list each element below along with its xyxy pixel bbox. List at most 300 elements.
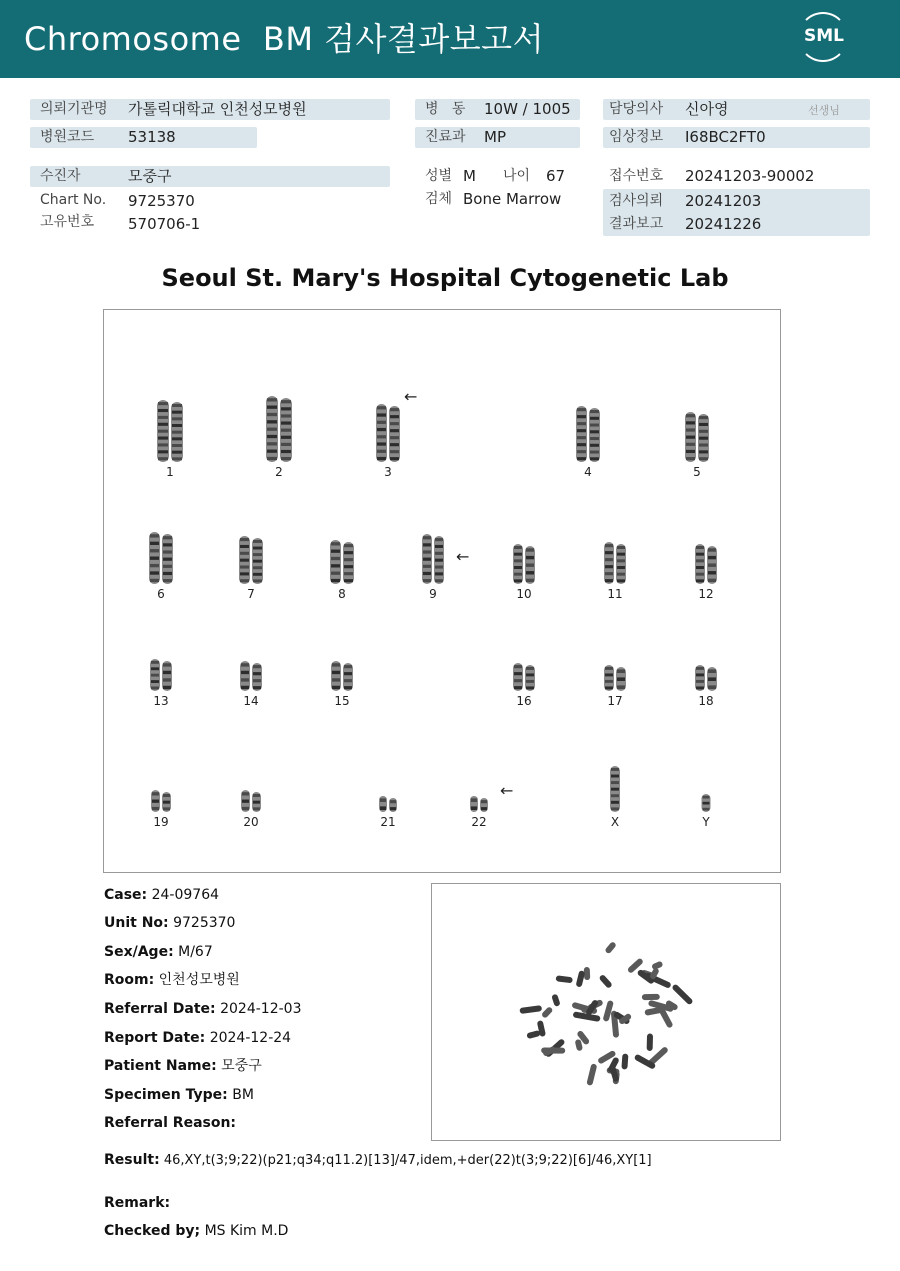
chromosome-band [344,579,353,582]
chromosome-band [377,457,386,460]
chromosome-body [695,544,705,584]
chromosome-pair-22 [470,796,488,812]
chromosome-band [435,538,443,541]
case-row [104,885,219,905]
chromosome-band [332,663,340,666]
chromosome-band [267,428,277,431]
chromosome-band [696,686,704,689]
chromosome-pair-13 [150,659,172,691]
chromosome-band [390,443,399,446]
chromosome-band [708,563,716,566]
referral-reason-row [104,1113,236,1133]
chart-no-value: 9725370 [128,192,195,210]
receipt-label: 접수번호 [609,168,664,184]
chromosome-band [605,551,613,554]
chromosome-band [151,667,159,670]
chromosome-band [686,414,695,417]
hospital-code-label: 병원코드 [40,129,95,145]
lab-title: Seoul St. Mary's Hospital Cytogenetic Lab [161,264,729,292]
chromosome-band [152,800,159,803]
chromosome-band [344,565,353,568]
chromosome-band [172,444,182,447]
chromosome-band [267,420,277,423]
chromosome-band [390,807,396,810]
chromosome-band [514,579,522,582]
chromosome-label-18: 18 [698,694,714,708]
chromosome-band [435,545,443,548]
report-date-row [104,1028,291,1048]
chromosome-band [696,566,704,569]
chromosome-band [172,424,182,427]
request-label: 검사의뢰 [609,193,664,209]
chromosome-band [281,400,291,403]
chromosome-pair-2 [266,396,292,462]
chromosome-band [163,801,170,804]
abnormality-arrow-icon-22: ← [500,781,514,800]
chromosome-band [151,680,159,683]
chromosome-band [241,663,249,666]
chromosome-label-11: 11 [607,587,623,601]
specimen-type-label: Specimen Type: [104,1087,228,1103]
ward-label: 병 동 [425,101,466,117]
chromosome-body [604,542,614,584]
chromosome-band [332,678,340,681]
clinical-label: 임상정보 [609,129,664,145]
metaphase-chromosome [671,983,693,1005]
chromosome-band [577,408,586,411]
chromosome-band [163,794,170,797]
metaphase-chromosome [541,1006,554,1019]
chromosome-band [281,407,291,410]
chromosome-band [590,424,599,427]
chromosome-band [172,411,182,414]
chromosome-band [686,421,695,424]
chromosome-pair-16 [513,663,535,691]
chromosome-band [331,572,340,575]
chromosome-band [526,548,534,551]
chromosome-band [158,423,168,426]
chromosome-band [253,547,262,550]
chromosome-label-9: 9 [429,587,437,601]
chromosome-band [526,571,534,574]
chromosome-band [150,534,159,537]
chromosome-band [423,550,431,553]
chromosome-band [577,415,586,418]
chromosome-body [343,542,354,584]
chromosome-band [242,807,249,810]
chromosome-band [332,671,340,674]
chromosome-band [423,579,431,582]
chromosome-band [686,457,695,460]
chromosome-pair-21 [379,796,397,812]
chromosome-band [253,573,262,576]
chromosome-band [158,443,168,446]
chromosome-band [703,802,710,805]
metaphase-chromosome [519,1005,542,1014]
chromosome-body [589,408,600,462]
chromosome-band [331,564,340,567]
chromosome-band [605,565,613,568]
chromosome-band [708,548,716,551]
chromosome-band [344,572,353,575]
age-label: 나이 [503,168,531,184]
chromosome-band [377,450,386,453]
chart-no-label: Chart No. [40,192,107,208]
chromosome-label-13: 13 [153,694,169,708]
chromosome-band [150,579,159,582]
result-value: 46,XY,t(3;9;22)(p21;q34;q11.2)[13]/47,idem,+der(22)t(3;9;22)[6]/46,XY[1] [163,1153,652,1168]
chromosome-band [617,566,625,569]
chromosome-pair-1 [157,400,183,462]
chromosome-band [151,674,159,677]
chromosome-band [172,457,182,460]
chromosome-band [617,677,625,681]
chromosome-label-8: 8 [338,587,346,601]
chromosome-pair-20 [241,790,261,812]
chromosome-band [172,404,182,407]
case-value: 24-09764 [151,887,220,903]
chromosome-band [703,796,710,799]
chromosome-label-7: 7 [247,587,255,601]
referral-date-label: Referral Date: [104,1001,216,1017]
chromosome-band [163,686,171,689]
checked-row [104,1221,288,1241]
unit-label: Unit No: [104,915,169,931]
chromosome-band [699,430,708,433]
specimen-value: Bone Marrow [463,190,562,208]
chromosome-band [423,565,431,568]
abnormality-arrow-icon-3: ← [404,387,418,406]
specimen-label: 검체 [425,191,453,207]
chromosome-label-16: 16 [516,694,532,708]
chromosome-band [253,560,262,563]
chromosome-band [152,792,159,795]
chromosome-label-14: 14 [243,694,259,708]
receipt-value: 20241203-90002 [685,167,815,185]
chromosome-band [150,542,159,545]
chromosome-pair-6 [149,532,173,584]
chromosome-band [172,417,182,420]
chromosome-band [611,794,619,797]
chromosome-band [617,579,625,582]
chromosome-band [590,444,599,447]
chromosome-band [267,406,277,409]
metaphase-chromosome [647,1033,653,1051]
sex-value: M [463,167,476,185]
chromosome-label-Y: Y [702,815,710,829]
hospital-code-value: 53138 [128,128,176,146]
chromosome-label-17: 17 [607,694,623,708]
chromosome-band [605,558,613,561]
checked-value: MS Kim M.D [204,1223,289,1239]
chromosome-band [590,430,599,433]
chromosome-band [617,669,625,673]
remark-row [104,1193,170,1213]
chromosome-label-15: 15 [334,694,350,708]
chromosome-band [577,429,586,432]
specimen-type-row [104,1085,254,1105]
chromosome-band [253,794,260,797]
chromosome-pair-18 [695,665,717,691]
chromosome-band [526,667,534,670]
metaphase-chromosome [576,970,586,987]
metaphase-chromosome [556,975,573,983]
chromosome-band [435,559,443,562]
dept-value: MP [484,128,506,146]
chromosome-band [253,566,262,569]
chromosome-band [377,421,386,424]
chromosome-band [471,806,477,810]
chromosome-band [605,686,613,689]
sml-logo [796,12,852,66]
metaphase-chromosome [598,974,612,989]
chromosome-band [617,546,625,549]
chromosome-band [267,442,277,445]
chromosome-band [253,540,262,543]
chromosome-band [377,413,386,416]
chromosome-band [242,792,249,795]
chromosome-band [686,428,695,431]
institution-value: 가톨릭대학교 인천성모병원 [128,100,307,118]
chromosome-band [435,572,443,575]
result-label: Result: [104,1152,160,1168]
chromosome-band [708,685,716,689]
metaphase-chromosome [551,994,560,1007]
unit-value: 9725370 [173,915,236,931]
chromosome-band [331,557,340,560]
chromosome-band [390,408,399,411]
chromosome-band [605,680,613,683]
metaphase-chromosome [526,1030,540,1039]
chromosome-band [435,579,443,582]
chromosome-label-4: 4 [584,465,592,479]
chromosome-band [605,673,613,676]
chromosome-band [377,442,386,445]
chromosome-pair-11 [604,542,626,584]
room-value: 인천성모병원 [158,972,240,988]
chromosome-band [344,551,353,554]
metaphase-spread [432,884,780,1140]
chromosome-pair-Y [702,794,711,812]
chromosome-band [708,571,716,574]
metaphase-chromosome [586,1063,597,1086]
chromosome-band [158,450,168,453]
chromosome-band [344,665,352,668]
room-row [104,970,240,990]
chromosome-band [617,553,625,556]
chromosome-pair-X [610,766,620,812]
chromosome-band [435,565,443,568]
chromosome-band [253,679,261,682]
chromosome-band [163,579,172,582]
chromosome-band [332,686,340,689]
report-label: 결과보고 [609,216,664,232]
chromosome-band [526,563,534,566]
report-title: Chromosome BM 검사결과보고서 [24,20,544,58]
chromosome-band [481,807,487,810]
chromosome-band [377,406,386,409]
unique-no-value: 570706-1 [128,215,201,233]
report-header [0,0,900,78]
chromosome-band [344,544,353,547]
patient-value: 모중구 [128,167,172,185]
chromosome-band [158,457,168,460]
chromosome-band [390,436,399,439]
checked-label: Checked by; [104,1223,201,1239]
karyogram-image [103,309,781,873]
sexage-label: Sex/Age: [104,944,174,960]
chromosome-band [172,431,182,434]
chromosome-band [267,450,277,453]
chromosome-band [605,572,613,575]
chromosome-band [481,800,487,803]
chromosome-band [150,557,159,560]
chromosome-band [344,558,353,561]
chromosome-label-X: X [610,815,620,829]
chromosome-band [163,543,172,546]
chromosome-band [253,553,262,556]
chromosome-band [240,579,249,582]
request-value: 20241203 [685,192,762,210]
metaphase-image [431,883,781,1141]
chromosome-band [577,450,586,453]
chromosome-band [423,536,431,539]
metaphase-chromosome [642,994,660,1000]
chromosome-band [605,579,613,582]
chromosome-band [696,680,704,683]
chromosome-band [696,673,704,676]
chromosome-band [708,677,716,681]
chromosome-band [331,579,340,582]
chromosome-band [611,775,619,778]
metaphase-chromosome [604,941,617,954]
chromosome-band [617,685,625,689]
patient-name-value: 모중구 [221,1058,262,1074]
chromosome-body [576,406,587,462]
chromosome-band [423,572,431,575]
chromosome-pair-14 [240,661,262,691]
chromosome-pair-3 [376,404,400,462]
chromosome-body [330,540,341,584]
chromosome-band [514,672,522,675]
chromosome-band [158,437,168,440]
chromosome-band [611,788,619,791]
ward-value: 10W / 1005 [484,100,571,118]
chromosome-body [376,404,387,462]
chromosome-label-21: 21 [380,815,396,829]
chromosome-band [390,415,399,418]
chromosome-band [514,546,522,549]
doctor-suffix: 선생님 [808,104,840,117]
chromosome-band [605,667,613,670]
chromosome-band [281,414,291,417]
chromosome-band [172,451,182,454]
chromosome-band [267,457,277,460]
chromosome-band [514,553,522,556]
unit-row [104,913,235,933]
patient-row-bg [30,166,390,187]
chromosome-band [611,768,619,771]
chromosome-band [699,443,708,446]
chromosome-band [240,565,249,568]
patient-name-row [104,1056,262,1076]
chromosome-band [242,800,249,803]
chromosome-band [611,801,619,804]
chromosome-band [590,457,599,460]
case-label: Case: [104,887,148,903]
chromosome-band [380,806,386,810]
chromosome-band [590,437,599,440]
chromosome-pair-7 [239,536,263,584]
report-date-value: 2024-12-24 [209,1030,292,1046]
chromosome-band [708,579,716,582]
specimen-type-value: BM [232,1087,254,1103]
chromosome-label-2: 2 [275,465,283,479]
chromosome-band [699,423,708,426]
chromosome-pair-9 [422,534,444,584]
chromosome-band [150,571,159,574]
chromosome-band [390,800,396,803]
chromosome-band [703,808,710,811]
chromosome-band [696,559,704,562]
chromosome-band [163,536,172,539]
chromosome-band [696,667,704,670]
chromosome-band [514,686,522,689]
chromosome-band [605,544,613,547]
remark-label: Remark: [104,1195,171,1211]
sex-label: 성별 [425,168,453,184]
chromosome-pair-15 [331,661,353,691]
chromosome-band [526,579,534,582]
chromosome-band [526,686,534,689]
doctor-value: 신아영 [685,100,729,118]
chromosome-band [699,450,708,453]
chromosome-band [163,671,171,674]
chromosome-band [253,807,260,810]
chromosome-band [686,443,695,446]
chromosome-band [526,680,534,683]
chromosome-band [331,542,340,545]
chromosome-band [267,398,277,401]
chromosome-band [281,429,291,432]
referral-reason-label: Referral Reason: [104,1115,237,1131]
doctor-label: 담당의사 [609,101,664,117]
chromosome-band [590,417,599,420]
chromosome-pair-4 [576,406,600,462]
chromosome-body [616,544,626,584]
chromosome-band [344,686,352,689]
chromosome-band [696,546,704,549]
chromosome-band [344,672,352,675]
chromosome-label-20: 20 [243,815,259,829]
chromosome-band [377,435,386,438]
chromosome-band [281,450,291,453]
room-label: Room: [104,972,155,988]
chromosome-band [699,457,708,460]
chromosome-band [253,801,260,804]
chromosome-band [281,443,291,446]
chromosome-band [150,549,159,552]
chromosome-band [253,672,261,675]
chromosome-band [163,565,172,568]
chromosome-band [590,410,599,413]
chromosome-band [240,572,249,575]
chromosome-band [577,422,586,425]
age-value: 67 [546,167,566,185]
chromosome-label-5: 5 [693,465,701,479]
chromosome-label-3: 3 [384,465,392,479]
sexage-value: M/67 [178,944,213,960]
